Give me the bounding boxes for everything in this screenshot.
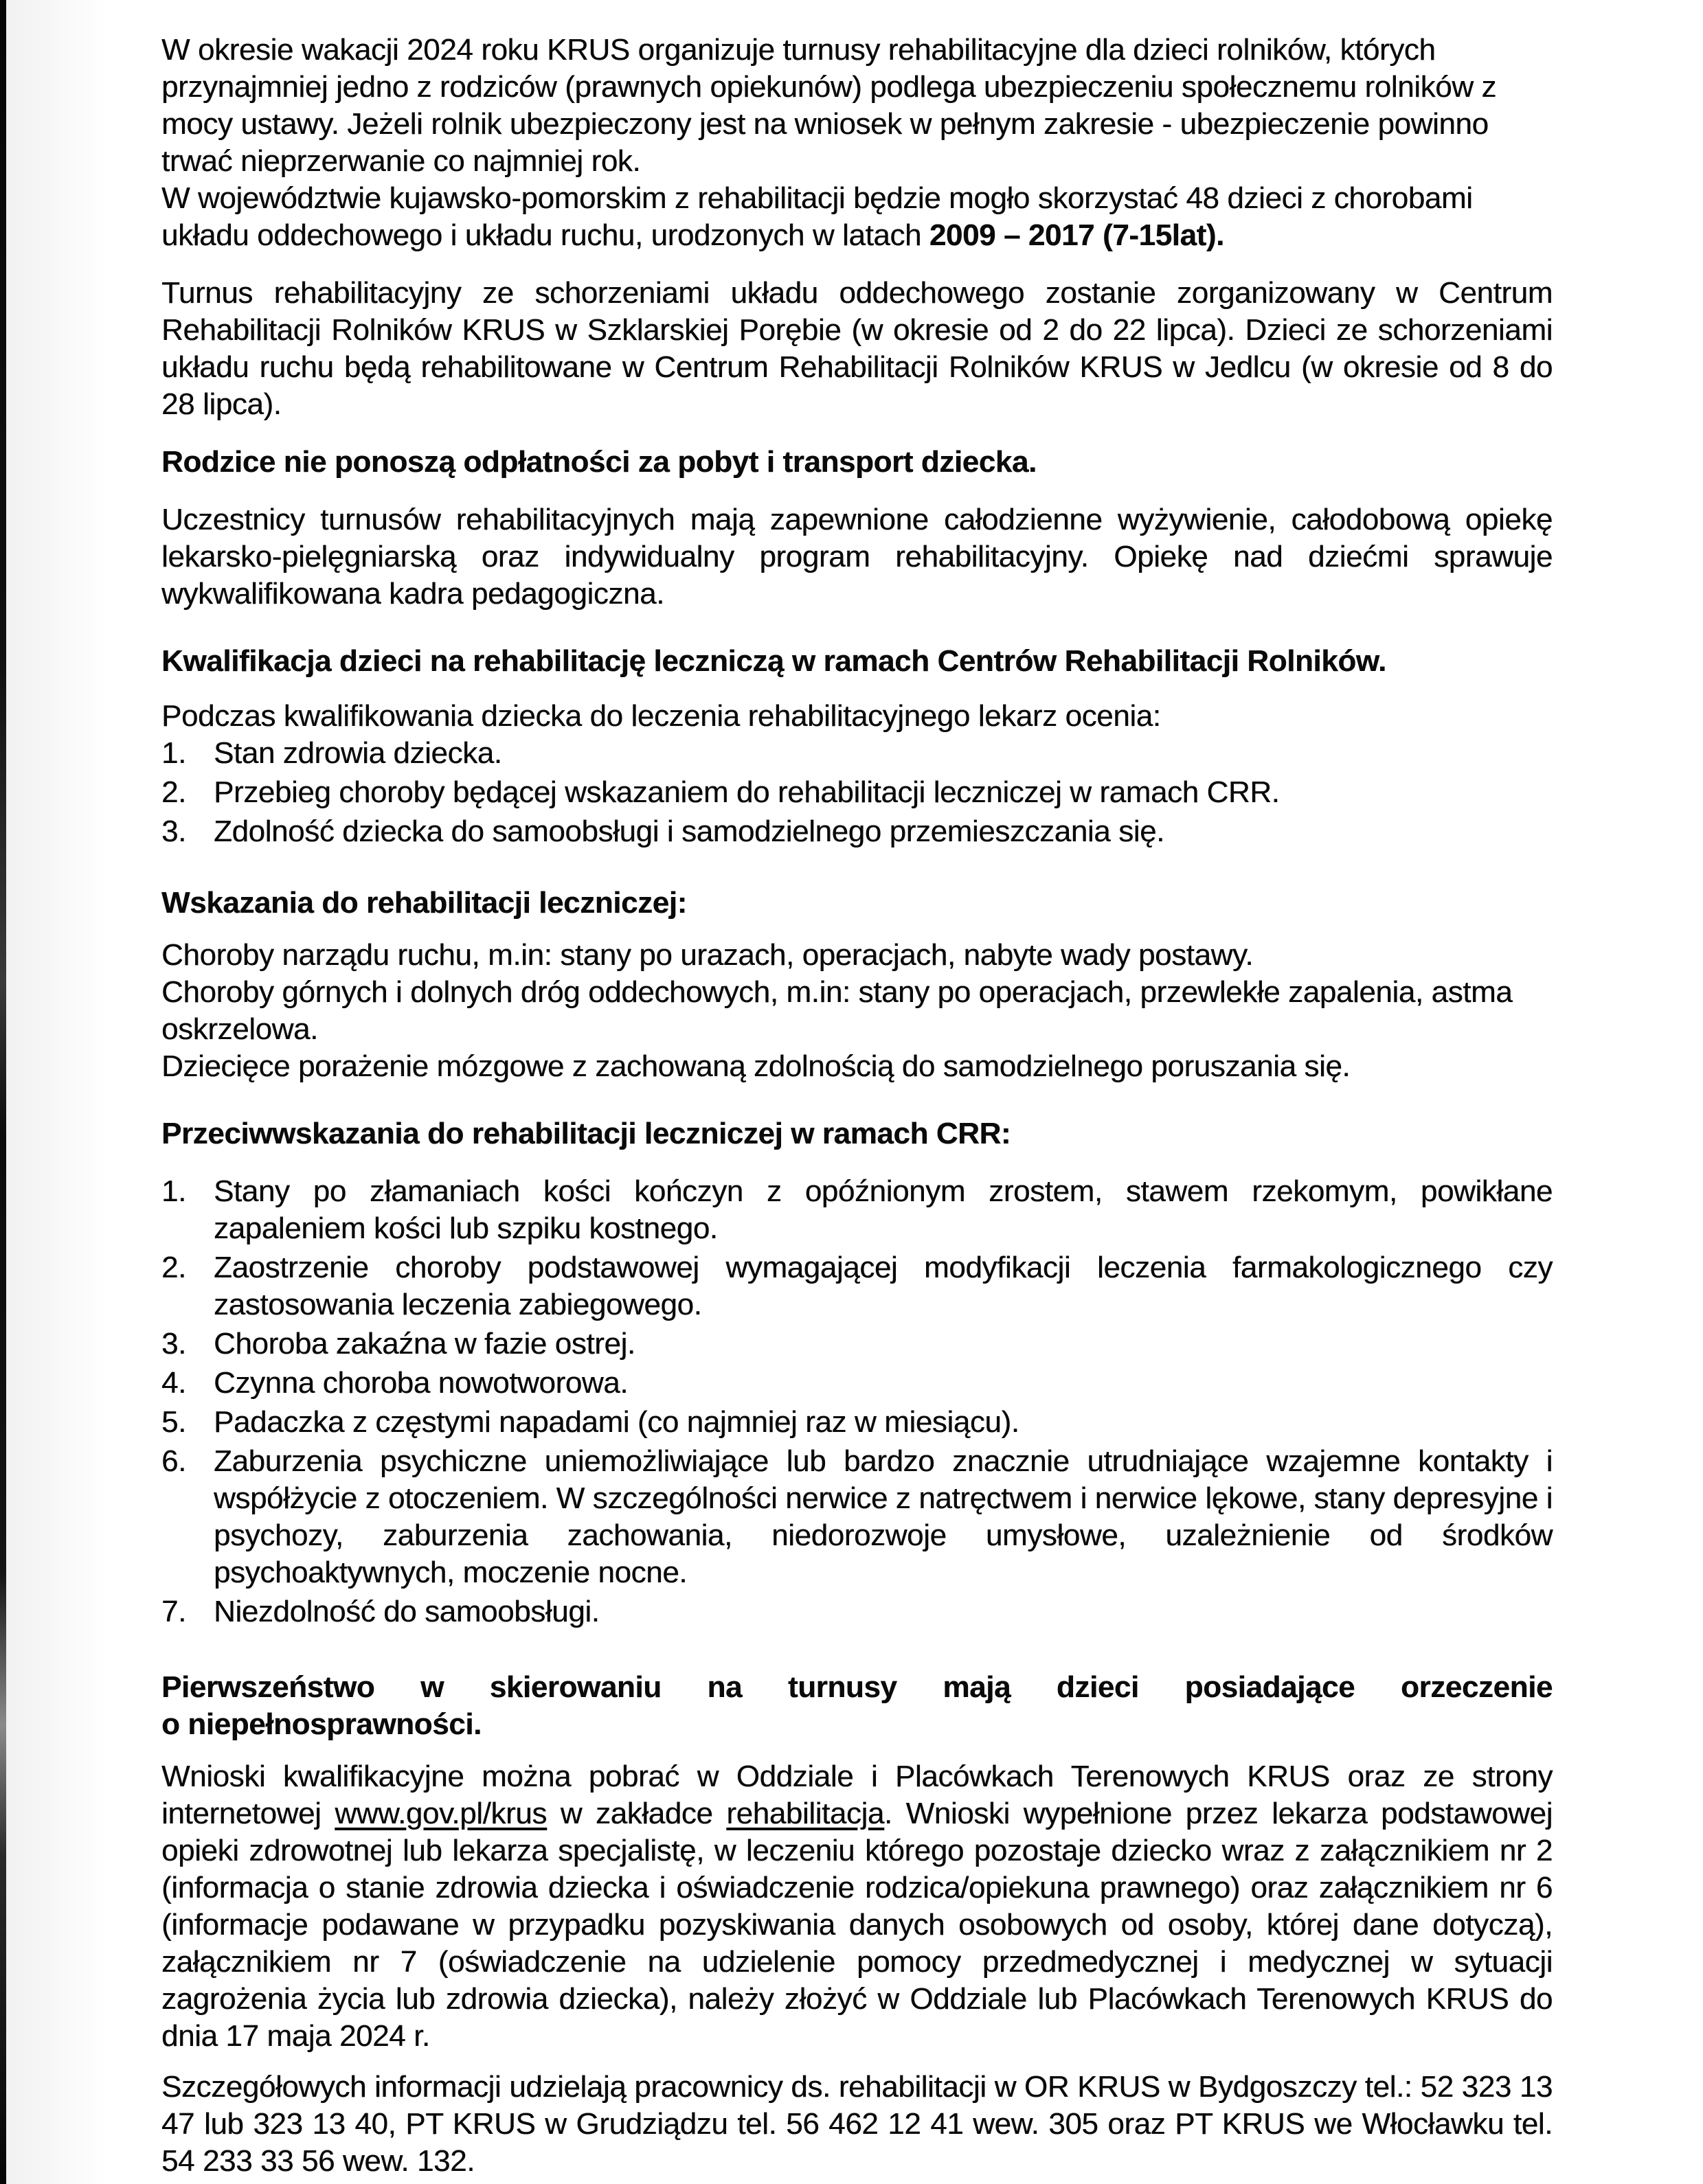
podczas-intro: Podczas kwalifikowania dziecka do leczenia rehabilitacyjnego lekarz ocenia: [161, 699, 1161, 733]
item-text: Zdolność dziecka do samoobsługi i samodzielnego przemieszczania się. [214, 815, 1164, 848]
item-number: 3. [161, 1327, 186, 1361]
wnioski-text: Wnioski kwalifikacyjne można pobrać w Oddziale i Placówkach Terenowych KRUS oraz ze strony internetowej [161, 1760, 1553, 1830]
wnioski-paragraph [161, 1758, 1553, 2055]
pierwszenstwo-line1: Pierwszeństwo w skierowaniu na turnusy mają dzieci posiadające orzeczenie [161, 1670, 1553, 1704]
item-number: 7. [161, 1595, 186, 1628]
pierwszenstwo-line2: o niepełnosprawności. [161, 1707, 482, 1741]
wskazania-line: Dziecięce porażenie mózgowe z zachowaną zdolnością do samodzielnego poruszania się. [161, 1049, 1351, 1083]
list-item [161, 774, 1553, 811]
item-text: Stany po złamaniach kości kończyn z opóźnionym zrostem, stawem rzekomym, powikłane zapaleniem kości lub szpiku kostnego. [214, 1174, 1553, 1245]
item-number: 1. [161, 736, 186, 770]
intro-part2 [161, 180, 1553, 254]
uczestnicy-paragraph: Uczestnicy turnusów rehabilitacyjnych mają zapewnione całodzienne wyżywienie, całodobową opiekę lekarsko-pielęgniarską oraz indywidualny program rehabilitacyjny. Opiekę nad dziećmi sprawuje wykwalifikowana kadra pedagogiczna. [161, 503, 1553, 611]
item-text: Choroba zakaźna w fazie ostrej. [214, 1327, 635, 1361]
intro-paragraph [161, 32, 1553, 254]
item-number: 5. [161, 1405, 186, 1439]
item-number: 4. [161, 1366, 186, 1400]
wskazania-paragraph [161, 937, 1553, 1085]
list-item [161, 813, 1553, 850]
wnioski-text: . Wnioski wypełnione przez lekarza podstawowej opieki zdrowotnej lub lekarza specjalistę, w leczeniu którego pozostaje dziecko wraz z załącznikiem nr 2 (informacja o stanie zdrowia dziecka i oświadczenie rodzica/opiekuna prawnego) oraz załącznikiem nr 6 (informacje podawane w przypadku pozyskiwania danych osobowych od osoby, której dane dotyczą), załącznikiem nr 7 (oświadczenie na udzielenie pomocy przedmedycznej i medycznej w sytuacji zagrożenia życia lub zdrowia dziecka), należy złożyć w Oddziale lub Placówkach Terenowych KRUS do dnia 17 maja 2024 r. [161, 1797, 1553, 2053]
rehabilitacja-link[interactable]: rehabilitacja [726, 1797, 884, 1830]
item-number: 1. [161, 1174, 186, 1208]
wnioski-text: w zakładce [546, 1797, 727, 1830]
przeciw-list [161, 1173, 1553, 1630]
item-text: Stan zdrowia dziecka. [214, 736, 502, 770]
kwalifikacja-heading: Kwalifikacja dzieci na rehabilitację leczniczą w ramach Centrów Rehabilitacji Rolników. [161, 644, 1386, 678]
list-item [161, 1249, 1553, 1323]
intro-part1: W okresie wakacji 2024 roku KRUS organizuje turnusy rehabilitacyjne dla dzieci rolników, których przynajmniej jedno z rodziców (prawnych opiekunów) podlega ubezpieczeniu społecznemu rolników z mocy ustawy. Jeżeli rolnik ubezpieczony jest na wniosek w pełnym zakresie - ubezpieczenie powinno trwać nieprzerwanie co najmniej rok. [161, 33, 1497, 178]
list-item [161, 1173, 1553, 1247]
szczegoly-paragraph: Szczegółowych informacji udzielają pracownicy ds. rehabilitacji w OR KRUS w Bydgoszczy tel.: 52 323 13 47 lub 323 13 40, PT KRUS w Grudziądzu tel. 56 462 12 41 wew. 305 oraz PT KRUS we Włocławku tel. 54 233 33 56 wew. 132. [161, 2070, 1553, 2178]
item-number: 6. [161, 1444, 186, 1478]
rodzice-statement: Rodzice nie ponoszą odpłatności za pobyt i transport dziecka. [161, 445, 1037, 479]
item-number: 2. [161, 1251, 186, 1284]
govpl-link[interactable]: www.gov.pl/krus [335, 1797, 547, 1830]
item-number: 2. [161, 775, 186, 809]
intro-birthyears-bold: 2009 – 2017 (7-15lat). [929, 218, 1224, 252]
scan-edge-artifact [0, 0, 6, 2184]
podczas-block [161, 698, 1553, 850]
pierwszenstwo-statement [161, 1669, 1553, 1743]
list-item [161, 735, 1553, 772]
item-text: Niezdolność do samoobsługi. [214, 1595, 600, 1628]
wskazania-line: Choroby narządu ruchu, m.in: stany po urazach, operacjach, nabyte wady postawy. [161, 938, 1254, 972]
list-item [161, 1404, 1553, 1441]
item-text: Przebieg choroby będącej wskazaniem do rehabilitacji leczniczej w ramach CRR. [214, 775, 1280, 809]
wskazania-heading: Wskazania do rehabilitacji leczniczej: [161, 886, 687, 920]
wskazania-line: Choroby górnych i dolnych dróg oddechowych, m.in: stany po operacjach, przewlekłe zapalenia, astma oskrzelowa. [161, 975, 1513, 1046]
scan-shadow [6, 0, 109, 2184]
item-text: Zaostrzenie choroby podstawowej wymagającej modyfikacji leczenia farmakologicznego czy zastosowania leczenia zabiegowego. [214, 1251, 1553, 1321]
intro-part2-text: W województwie kujawsko-pomorskim z rehabilitacji będzie mogło skorzystać 48 dzieci z chorobami układu oddechowego i układu ruchu, urodzonych w latach [161, 181, 1473, 252]
item-text: Czynna choroba nowotworowa. [214, 1366, 629, 1400]
list-item [161, 1593, 1553, 1630]
list-item [161, 1443, 1553, 1591]
turnus-paragraph: Turnus rehabilitacyjny ze schorzeniami układu oddechowego zostanie zorganizowany w Centrum Rehabilitacji Rolników KRUS w Szklarskiej Porębie (w okresie od 2 do 22 lipca). Dzieci ze schorzeniami układu ruchu będą rehabilitowane w Centrum Rehabilitacji Rolników KRUS w Jedlcu (w okresie od 8 do 28 lipca). [161, 276, 1553, 421]
list-item [161, 1326, 1553, 1363]
item-number: 3. [161, 815, 186, 848]
przeciw-heading: Przeciwwskazania do rehabilitacji leczniczej w ramach CRR: [161, 1117, 1011, 1150]
document-content [161, 32, 1553, 2180]
item-text: Padaczka z częstymi napadami (co najmniej raz w miesiącu). [214, 1405, 1019, 1439]
item-text: Zaburzenia psychiczne uniemożliwiające lub bardzo znacznie utrudniające wzajemne kontakty i współżycie z otoczeniem. W szczególności nerwice z natręctwem i nerwice lękowe, stany depresyjne i psychozy, zaburzenia zachowania, niedorozwoje umysłowe, uzależnienie od środków psychoaktywnych, moczenie nocne. [214, 1444, 1553, 1589]
list-item [161, 1365, 1553, 1402]
